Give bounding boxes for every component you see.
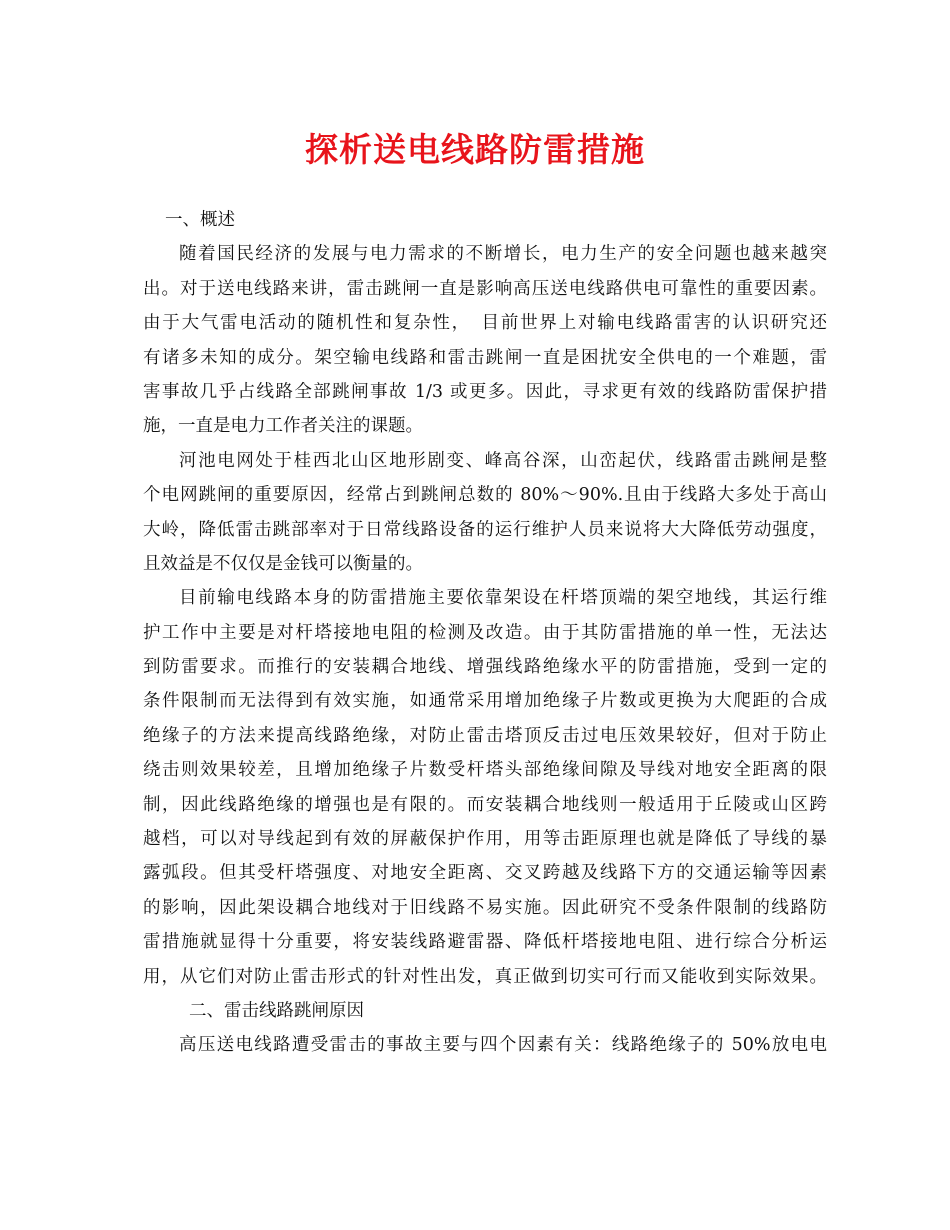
page-title: 探析送电线路防雷措施 [305,130,645,169]
text-line: 用，从它们对防止雷击形式的针对性出发，真正做到切实可行而又能收到实际效果。 [143,966,827,987]
text-line: 到防雷要求。而推行的安装耦合地线、增强线路绝缘水平的防雷措施，受到一定的 [143,657,827,678]
text-line: 由于大气雷电活动的随机性和复杂性， 目前世界上对输电线路雷害的认识研究还 [143,313,827,334]
text-line: 绕击则效果较差，且增加绝缘子片数受杆塔头部绝缘间隙及导线对地安全距离的限 [143,760,827,781]
text-line: 越档，可以对导线起到有效的屏蔽保护作用，用等击距原理也就是降低了导线的暴 [143,829,827,850]
text-line: 河池电网处于桂西北山区地形剧变、峰高谷深，山峦起伏，线路雷击跳闸是整 [179,450,827,471]
document-body [143,203,827,1063]
text-line: 制，因此线路绝缘的增强也是有限的。而安装耦合地线则一般适用于丘陵或山区跨 [143,794,827,815]
text-line: 个电网跳闸的重要原因，经常占到跳闸总数的 80%～90%.且由于线路大多处于高山 [143,485,827,506]
text-line: 露弧段。但其受杆塔强度、对地安全距离、交叉跨越及线路下方的交通运输等因素 [143,863,827,884]
text-line: 雷措施就显得十分重要，将安装线路避雷器、降低杆塔接地电阻、进行综合分析运 [143,932,827,953]
text-line: 一、概述 [165,210,235,230]
text-line: 大岭，降低雷击跳部率对于日常线路设备的运行维护人员来说将大大降低劳动强度， [143,519,827,540]
text-line: 且效益是不仅仅是金钱可以衡量的。 [143,553,423,574]
text-line: 的影响，因此架设耦合地线对于旧线路不易实施。因此研究不受条件限制的线路防 [143,897,827,918]
text-line: 条件限制而无法得到有效实施，如通常采用增加绝缘子片数或更换为大爬距的合成 [143,691,827,712]
text-line: 目前输电线路本身的防雷措施主要依靠架设在杆塔顶端的架空地线，其运行维 [179,588,827,609]
text-line: 绝缘子的方法来提高线路绝缘，对防止雷击塔顶反击过电压效果较好，但对于防止 [143,725,827,746]
text-line: 有诸多未知的成分。架空输电线路和雷击跳闸一直是困扰安全供电的一个难题，雷 [143,347,827,368]
text-line: 二、雷击线路跳闸原因 [189,1000,364,1021]
text-line: 出。对于送电线路来讲，雷击跳闸一直是影响高压送电线路供电可靠性的重要因素。 [143,278,827,299]
text-line: 害事故几乎占线路全部跳闸事故 1/3 或更多。因此，寻求更有效的线路防雷保护措 [143,381,827,402]
text-line: 护工作中主要是对杆塔接地电阻的检测及改造。由于其防雷措施的单一性，无法达 [143,622,827,643]
text-line: 高压送电线路遭受雷击的事故主要与四个因素有关：线路绝缘子的 50%放电电 [179,1035,827,1056]
text-line: 施，一直是电力工作者关注的课题。 [143,416,423,437]
text-line: 随着国民经济的发展与电力需求的不断增长，电力生产的安全问题也越来越突 [179,244,827,265]
